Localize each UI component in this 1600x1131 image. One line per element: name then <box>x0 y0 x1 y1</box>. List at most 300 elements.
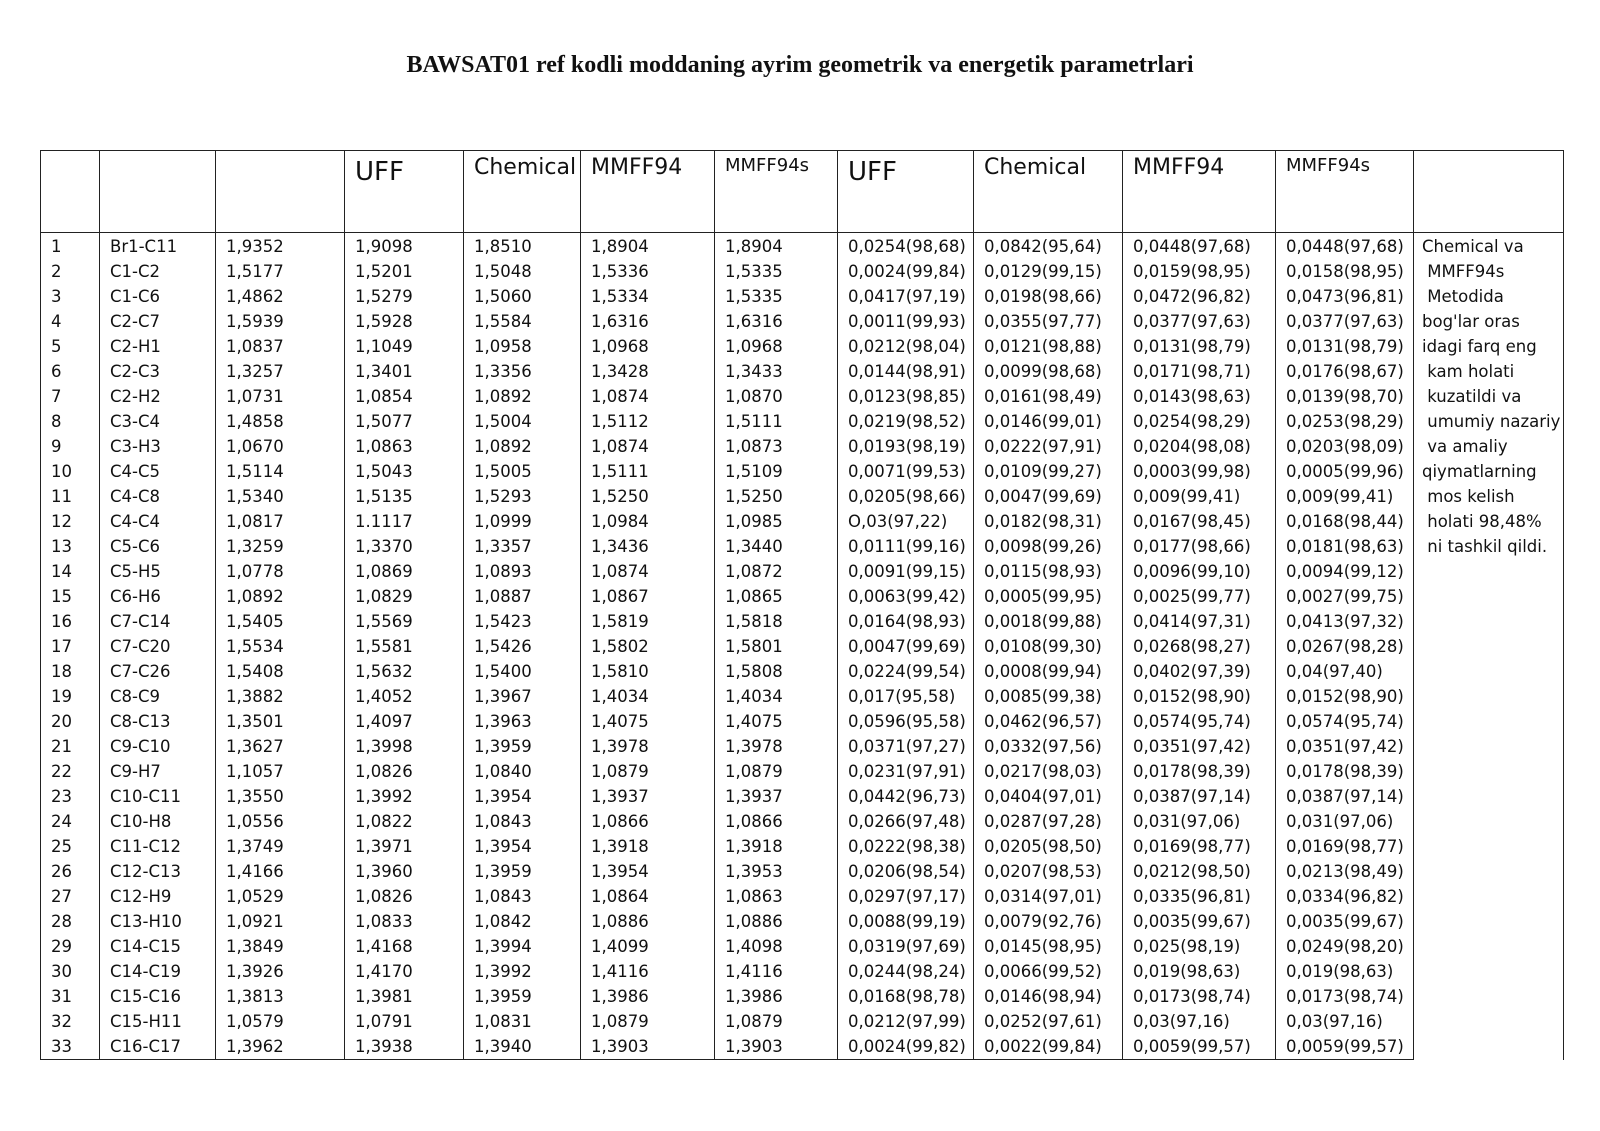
value-cell: 1,0556 <box>216 809 345 834</box>
value-cell: 0,0472(96,82) <box>1123 284 1276 309</box>
table-row <box>41 459 1564 484</box>
value-cell: 1,0579 <box>216 1009 345 1034</box>
value-cell: 1,0529 <box>216 884 345 909</box>
value-cell: 1,0842 <box>464 909 581 934</box>
value-cell: 1,5250 <box>715 484 838 509</box>
value-cell: 1,3992 <box>464 959 581 984</box>
bond-cell: Br1-C11 <box>100 233 216 260</box>
value-cell: 1,4075 <box>581 709 715 734</box>
value-cell: 1,3986 <box>715 984 838 1009</box>
value-cell: 0,0217(98,03) <box>974 759 1123 784</box>
value-cell: 1,3259 <box>216 534 345 559</box>
value-cell: 1,0791 <box>345 1009 464 1034</box>
value-cell: 0,0193(98,19) <box>838 434 974 459</box>
value-cell: 1,3959 <box>464 984 581 1009</box>
row-index-cell: 30 <box>41 959 100 984</box>
value-cell: 1,3998 <box>345 734 464 759</box>
value-cell: 1,5109 <box>715 459 838 484</box>
value-cell: 0,0574(95,74) <box>1123 709 1276 734</box>
note-line: va amaliy <box>1422 437 1508 456</box>
value-cell: 1,0892 <box>216 584 345 609</box>
table-row <box>41 934 1564 959</box>
value-cell: 0,0334(96,82) <box>1276 884 1414 909</box>
value-cell: 0,0091(99,15) <box>838 559 974 584</box>
value-cell: 1,0854 <box>345 384 464 409</box>
value-cell: 0,0402(97,39) <box>1123 659 1276 684</box>
row-index-cell: 11 <box>41 484 100 509</box>
note-line: idagi farq eng <box>1422 337 1537 356</box>
table-row <box>41 959 1564 984</box>
table-row <box>41 334 1564 359</box>
value-cell: 1,5336 <box>581 259 715 284</box>
value-cell: 1,3550 <box>216 784 345 809</box>
row-index-cell: 32 <box>41 1009 100 1034</box>
row-index-cell: 19 <box>41 684 100 709</box>
value-cell: 1,8510 <box>464 233 581 260</box>
value-cell: 0,031(97,06) <box>1123 809 1276 834</box>
note-line: Metodida <box>1422 287 1504 306</box>
value-cell: 1,0822 <box>345 809 464 834</box>
value-cell: 1,0829 <box>345 584 464 609</box>
table-row <box>41 559 1564 584</box>
value-cell: 0,0035(99,67) <box>1276 909 1414 934</box>
bond-cell: C3-C4 <box>100 409 216 434</box>
value-cell: 1,5111 <box>581 459 715 484</box>
bond-cell: C3-H3 <box>100 434 216 459</box>
value-cell: 1,0999 <box>464 509 581 534</box>
table-row <box>41 984 1564 1009</box>
value-cell: 1,0921 <box>216 909 345 934</box>
row-index-cell: 7 <box>41 384 100 409</box>
value-cell: 1,0670 <box>216 434 345 459</box>
value-cell: 0,0108(99,30) <box>974 634 1123 659</box>
row-index-cell: 25 <box>41 834 100 859</box>
row-index-cell: 22 <box>41 759 100 784</box>
value-cell: 0,0096(99,10) <box>1123 559 1276 584</box>
header-cell: MMFF94 <box>1123 151 1276 233</box>
value-cell: 1,5801 <box>715 634 838 659</box>
note-line: kuzatildi va <box>1422 387 1522 406</box>
value-cell: 0,0448(97,68) <box>1276 233 1414 260</box>
value-cell: 1,3971 <box>345 834 464 859</box>
value-cell: 0,0145(98,95) <box>974 934 1123 959</box>
value-cell: 1,0864 <box>581 884 715 909</box>
row-index-cell: 26 <box>41 859 100 884</box>
value-cell: 0,0047(99,69) <box>838 634 974 659</box>
value-cell: 1,4116 <box>715 959 838 984</box>
value-cell: 1,1049 <box>345 334 464 359</box>
value-cell: 1,4034 <box>581 684 715 709</box>
value-cell: 0,0088(99,19) <box>838 909 974 934</box>
row-index-cell: 31 <box>41 984 100 1009</box>
row-index-cell: 27 <box>41 884 100 909</box>
value-cell: 1,0843 <box>464 809 581 834</box>
table-row <box>41 1009 1564 1034</box>
value-cell: 0,0098(99,26) <box>974 534 1123 559</box>
value-cell: 0,0355(97,77) <box>974 309 1123 334</box>
note-line: Chemical va <box>1422 237 1524 256</box>
bond-cell: C12-C13 <box>100 859 216 884</box>
row-index-cell: 12 <box>41 509 100 534</box>
value-cell: 1,4170 <box>345 959 464 984</box>
value-cell: 1,3627 <box>216 734 345 759</box>
value-cell: 1,3963 <box>464 709 581 734</box>
row-index-cell: 17 <box>41 634 100 659</box>
value-cell: 1,0874 <box>581 384 715 409</box>
bond-cell: C5-H5 <box>100 559 216 584</box>
value-cell: 1,3926 <box>216 959 345 984</box>
value-cell: 0,0008(99,94) <box>974 659 1123 684</box>
value-cell: 1,3992 <box>345 784 464 809</box>
value-cell: 1,3978 <box>715 734 838 759</box>
value-cell: 1,0826 <box>345 884 464 909</box>
value-cell: 0,0254(98,29) <box>1123 409 1276 434</box>
value-cell: 0,0351(97,42) <box>1123 734 1276 759</box>
value-cell: 1,5819 <box>581 609 715 634</box>
value-cell: 1,5201 <box>345 259 464 284</box>
value-cell: 0,0152(98,90) <box>1123 684 1276 709</box>
value-cell: 1,5423 <box>464 609 581 634</box>
bond-cell: C15-H11 <box>100 1009 216 1034</box>
table-row <box>41 1034 1564 1060</box>
row-index-cell: 21 <box>41 734 100 759</box>
value-cell: 1,9098 <box>345 233 464 260</box>
value-cell: 0,031(97,06) <box>1276 809 1414 834</box>
row-index-cell: 14 <box>41 559 100 584</box>
value-cell: 1,5818 <box>715 609 838 634</box>
value-cell: 1,5135 <box>345 484 464 509</box>
table-row <box>41 759 1564 784</box>
value-cell: 1,0826 <box>345 759 464 784</box>
bond-cell: C16-C17 <box>100 1034 216 1060</box>
value-cell: O,03(97,22) <box>838 509 974 534</box>
value-cell: 1,5334 <box>581 284 715 309</box>
table-row <box>41 859 1564 884</box>
value-cell: 0,0205(98,50) <box>974 834 1123 859</box>
value-cell: 0,0079(92,76) <box>974 909 1123 934</box>
note-line: kam holati <box>1422 362 1515 381</box>
value-cell: 1,3937 <box>715 784 838 809</box>
table-row <box>41 609 1564 634</box>
value-cell: 0,0254(98,68) <box>838 233 974 260</box>
bond-cell: C13-H10 <box>100 909 216 934</box>
value-cell: 1.1117 <box>345 509 464 534</box>
note-line: mos kelish <box>1422 487 1515 506</box>
value-cell: 1,5048 <box>464 259 581 284</box>
value-cell: 0,0169(98,77) <box>1123 834 1276 859</box>
value-cell: 0,0003(99,98) <box>1123 459 1276 484</box>
bond-cell: C7-C26 <box>100 659 216 684</box>
row-index-cell: 23 <box>41 784 100 809</box>
conclusion-note <box>1414 233 1564 1060</box>
value-cell: 1,3257 <box>216 359 345 384</box>
value-cell: 0,0025(99,77) <box>1123 584 1276 609</box>
row-index-cell: 18 <box>41 659 100 684</box>
value-cell: 1,4034 <box>715 684 838 709</box>
value-cell: 0,0351(97,42) <box>1276 734 1414 759</box>
value-cell: 1,3370 <box>345 534 464 559</box>
value-cell: 1,0968 <box>581 334 715 359</box>
value-cell: 1,0866 <box>581 809 715 834</box>
bond-cell: C15-C16 <box>100 984 216 1009</box>
value-cell: 0,0213(98,49) <box>1276 859 1414 884</box>
value-cell: 1,0879 <box>715 759 838 784</box>
bond-cell: C8-C13 <box>100 709 216 734</box>
value-cell: 1,4098 <box>715 934 838 959</box>
value-cell: 1,3357 <box>464 534 581 559</box>
value-cell: 0,0319(97,69) <box>838 934 974 959</box>
table-row <box>41 434 1564 459</box>
value-cell: 0,0173(98,74) <box>1276 984 1414 1009</box>
value-cell: 1,5077 <box>345 409 464 434</box>
value-cell: 0,0473(96,81) <box>1276 284 1414 309</box>
note-line: MMFF94s <box>1422 262 1505 281</box>
row-index-cell: 9 <box>41 434 100 459</box>
value-cell: 1,3954 <box>464 784 581 809</box>
value-cell: 0,0222(98,38) <box>838 834 974 859</box>
value-cell: 0,0387(97,14) <box>1123 784 1276 809</box>
value-cell: 0,0066(99,52) <box>974 959 1123 984</box>
value-cell: 0,0005(99,95) <box>974 584 1123 609</box>
value-cell: 1,5250 <box>581 484 715 509</box>
value-cell: 0,0207(98,53) <box>974 859 1123 884</box>
header-cell: UFF <box>838 151 974 233</box>
value-cell: 1,1057 <box>216 759 345 784</box>
value-cell: 1,0867 <box>581 584 715 609</box>
table-row <box>41 584 1564 609</box>
value-cell: 0,0177(98,66) <box>1123 534 1276 559</box>
value-cell: 1,0866 <box>715 809 838 834</box>
value-cell: 0,0059(99,57) <box>1276 1034 1414 1060</box>
value-cell: 0,0231(97,91) <box>838 759 974 784</box>
bond-cell: C1-C6 <box>100 284 216 309</box>
value-cell: 1,5426 <box>464 634 581 659</box>
value-cell: 0,0024(99,84) <box>838 259 974 284</box>
value-cell: 0,0121(98,88) <box>974 334 1123 359</box>
bond-cell: C7-C20 <box>100 634 216 659</box>
value-cell: 0,0404(97,01) <box>974 784 1123 809</box>
value-cell: 0,0158(98,95) <box>1276 259 1414 284</box>
bond-cell: C4-C5 <box>100 459 216 484</box>
row-index-cell: 2 <box>41 259 100 284</box>
value-cell: 0,0035(99,67) <box>1123 909 1276 934</box>
value-cell: 0,0206(98,54) <box>838 859 974 884</box>
value-cell: 0,0169(98,77) <box>1276 834 1414 859</box>
value-cell: 1,0872 <box>715 559 838 584</box>
value-cell: 1,0879 <box>581 1009 715 1034</box>
value-cell: 1,4116 <box>581 959 715 984</box>
value-cell: 0,0129(99,15) <box>974 259 1123 284</box>
value-cell: 1,4862 <box>216 284 345 309</box>
table-row <box>41 909 1564 934</box>
value-cell: 0,0332(97,56) <box>974 734 1123 759</box>
note-line: qiymatlarning <box>1422 462 1537 481</box>
row-index-cell: 29 <box>41 934 100 959</box>
table-row <box>41 259 1564 284</box>
row-index-cell: 6 <box>41 359 100 384</box>
value-cell: 0,0123(98,85) <box>838 384 974 409</box>
value-cell: 1,5939 <box>216 309 345 334</box>
bond-cell: C10-C11 <box>100 784 216 809</box>
value-cell: 1,0833 <box>345 909 464 934</box>
note-line: bog'lar oras <box>1422 312 1520 331</box>
table-row <box>41 509 1564 534</box>
value-cell: 1,0869 <box>345 559 464 584</box>
value-cell: 1,3749 <box>216 834 345 859</box>
value-cell: 0,04(97,40) <box>1276 659 1414 684</box>
value-cell: 1,5581 <box>345 634 464 659</box>
value-cell: 0,0244(98,24) <box>838 959 974 984</box>
value-cell: 0,0212(98,04) <box>838 334 974 359</box>
table-row <box>41 884 1564 909</box>
header-cell: Chemical <box>464 151 581 233</box>
value-cell: 1,5114 <box>216 459 345 484</box>
value-cell: 1,3994 <box>464 934 581 959</box>
table-header-row <box>41 151 1564 233</box>
value-cell: 1,5408 <box>216 659 345 684</box>
value-cell: 1,3501 <box>216 709 345 734</box>
value-cell: 1,4858 <box>216 409 345 434</box>
document-title: BAWSAT01 ref kodli moddaning ayrim geometrik va energetik parametrlari <box>406 52 1194 78</box>
value-cell: 0,0842(95,64) <box>974 233 1123 260</box>
value-cell: 0,0059(99,57) <box>1123 1034 1276 1060</box>
row-index-cell: 5 <box>41 334 100 359</box>
value-cell: 1,5802 <box>581 634 715 659</box>
value-cell: 1,0958 <box>464 334 581 359</box>
row-index-cell: 20 <box>41 709 100 734</box>
value-cell: 1,3967 <box>464 684 581 709</box>
value-cell: 0,0249(98,20) <box>1276 934 1414 959</box>
value-cell: 1,3903 <box>581 1034 715 1060</box>
bond-cell: C9-H7 <box>100 759 216 784</box>
row-index-cell: 28 <box>41 909 100 934</box>
value-cell: 0,025(98,19) <box>1123 934 1276 959</box>
bond-cell: C8-C9 <box>100 684 216 709</box>
value-cell: 1,3436 <box>581 534 715 559</box>
value-cell: 1,0887 <box>464 584 581 609</box>
value-cell: 1,5293 <box>464 484 581 509</box>
value-cell: 1,0874 <box>581 559 715 584</box>
value-cell: 0,0178(98,39) <box>1123 759 1276 784</box>
value-cell: 1,8904 <box>715 233 838 260</box>
value-cell: 1,0985 <box>715 509 838 534</box>
table-row <box>41 834 1564 859</box>
value-cell: 1,5928 <box>345 309 464 334</box>
value-cell: 0,0018(99,88) <box>974 609 1123 634</box>
value-cell: 1,0843 <box>464 884 581 909</box>
value-cell: 0,0371(97,27) <box>838 734 974 759</box>
value-cell: 1,0863 <box>715 884 838 909</box>
value-cell: 1,3953 <box>715 859 838 884</box>
value-cell: 0,0205(98,66) <box>838 484 974 509</box>
value-cell: 0,0414(97,31) <box>1123 609 1276 634</box>
value-cell: 0,0022(99,84) <box>974 1034 1123 1060</box>
value-cell: 1,3937 <box>581 784 715 809</box>
value-cell: 0,0574(95,74) <box>1276 709 1414 734</box>
value-cell: 0,0143(98,63) <box>1123 384 1276 409</box>
header-cell: Chemical <box>974 151 1123 233</box>
table-row <box>41 309 1564 334</box>
value-cell: 1,0892 <box>464 384 581 409</box>
value-cell: 1,5808 <box>715 659 838 684</box>
value-cell: 0,0167(98,45) <box>1123 509 1276 534</box>
bond-cell: C1-C2 <box>100 259 216 284</box>
value-cell: 1,3959 <box>464 734 581 759</box>
value-cell: 1,3981 <box>345 984 464 1009</box>
value-cell: 1,5060 <box>464 284 581 309</box>
table-row <box>41 409 1564 434</box>
value-cell: 0,0219(98,52) <box>838 409 974 434</box>
value-cell: 0,0203(98,09) <box>1276 434 1414 459</box>
value-cell: 1,8904 <box>581 233 715 260</box>
row-index-cell: 1 <box>41 233 100 260</box>
value-cell: 0,0144(98,91) <box>838 359 974 384</box>
value-cell: 1,3918 <box>581 834 715 859</box>
value-cell: 1,5112 <box>581 409 715 434</box>
value-cell: 0,0131(98,79) <box>1276 334 1414 359</box>
value-cell: 0,0146(98,94) <box>974 984 1123 1009</box>
value-cell: 0,017(95,58) <box>838 684 974 709</box>
value-cell: 1,3954 <box>464 834 581 859</box>
table-row <box>41 634 1564 659</box>
table-row <box>41 684 1564 709</box>
value-cell: 1,0879 <box>715 1009 838 1034</box>
value-cell: 0,0335(96,81) <box>1123 884 1276 909</box>
header-cell <box>216 151 345 233</box>
value-cell: 1,0865 <box>715 584 838 609</box>
bond-cell: C4-C8 <box>100 484 216 509</box>
value-cell: 0,0387(97,14) <box>1276 784 1414 809</box>
value-cell: 1,4099 <box>581 934 715 959</box>
value-cell: 1,5005 <box>464 459 581 484</box>
value-cell: 0,0024(99,82) <box>838 1034 974 1060</box>
value-cell: 0,03(97,16) <box>1276 1009 1414 1034</box>
table-row <box>41 534 1564 559</box>
table-row <box>41 809 1564 834</box>
value-cell: 1,3428 <box>581 359 715 384</box>
value-cell: 0,0253(98,29) <box>1276 409 1414 434</box>
value-cell: 1,0831 <box>464 1009 581 1034</box>
value-cell: 1,3940 <box>464 1034 581 1060</box>
value-cell: 1,0837 <box>216 334 345 359</box>
value-cell: 0,0146(99,01) <box>974 409 1123 434</box>
value-cell: 1,0731 <box>216 384 345 409</box>
bond-cell: C5-C6 <box>100 534 216 559</box>
table-row <box>41 284 1564 309</box>
value-cell: 0,0212(97,99) <box>838 1009 974 1034</box>
value-cell: 1,0874 <box>581 434 715 459</box>
value-cell: 1,0870 <box>715 384 838 409</box>
value-cell: 0,0131(98,79) <box>1123 334 1276 359</box>
bond-cell: C6-H6 <box>100 584 216 609</box>
value-cell: 1,5400 <box>464 659 581 684</box>
value-cell: 0,0168(98,78) <box>838 984 974 1009</box>
value-cell: 1,0886 <box>715 909 838 934</box>
value-cell: 1,0968 <box>715 334 838 359</box>
value-cell: 0,0168(98,44) <box>1276 509 1414 534</box>
value-cell: 1,3849 <box>216 934 345 959</box>
value-cell: 1,3918 <box>715 834 838 859</box>
value-cell: 1,0879 <box>581 759 715 784</box>
value-cell: 0,0268(98,27) <box>1123 634 1276 659</box>
header-cell: MMFF94s <box>715 151 838 233</box>
value-cell: 0,0314(97,01) <box>974 884 1123 909</box>
value-cell: 0,0094(99,12) <box>1276 559 1414 584</box>
row-index-cell: 10 <box>41 459 100 484</box>
value-cell: 0,0377(97,63) <box>1123 309 1276 334</box>
value-cell: 0,019(98,63) <box>1276 959 1414 984</box>
value-cell: 1,0892 <box>464 434 581 459</box>
